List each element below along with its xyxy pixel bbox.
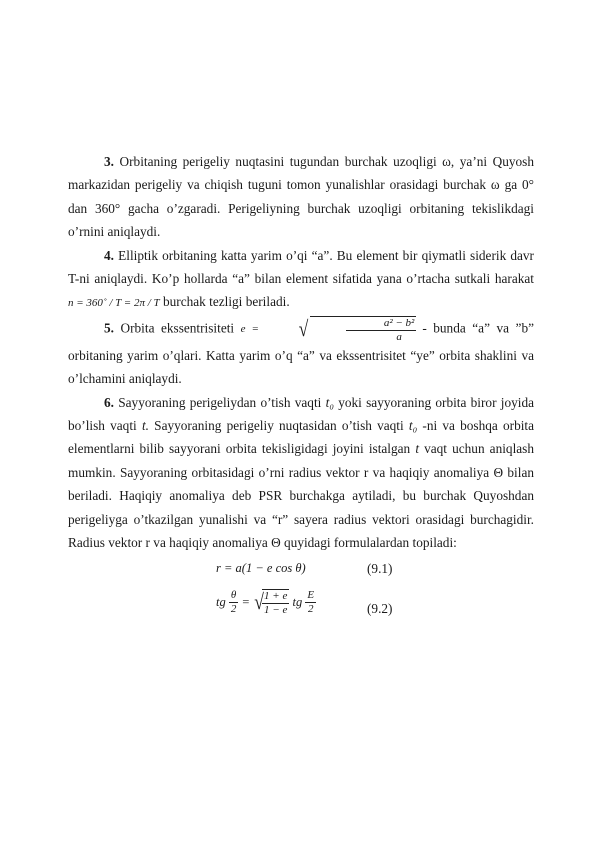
item-number: 6.: [104, 394, 114, 410]
item-number: 5.: [104, 320, 114, 336]
equals-sign: =: [241, 594, 250, 609]
frac-denominator: 2: [230, 603, 237, 615]
paragraph-5: [68, 316, 534, 391]
t-symbol: t: [415, 441, 420, 457]
formula-denominator: a: [396, 330, 402, 343]
paragraph-text: Elliptik orbitaning katta yarim o’qi “a”. Bu element bir qiymatli siderik davr T-ni aniqlaydi. Ko’p hollarda “a” bilan element sifatida yana o’rtacha sutkali harakat: [68, 247, 534, 287]
frac-denominator: 1 − e: [264, 603, 288, 616]
t0-symbol: t₀: [408, 418, 418, 434]
frac-denominator: 2: [307, 603, 314, 615]
mean-motion-formula: n = 360˚ / T = 2π / T: [68, 297, 160, 310]
sqrt-symbol: √ $\frac{\text{a² − b²}}{a}$: [298, 315, 415, 343]
frac-numerator: θ: [229, 589, 239, 603]
equation-expression: [216, 589, 316, 617]
paragraph-text: Sayyoraning perigeliydan o’tish vaqti: [118, 394, 322, 410]
equation-expression: r = a(1 − e cos θ): [216, 560, 306, 575]
paragraph-text: -ni va boshqa orbita elementlarni bilib sayyorani orbita tekisligidagi joyini istalgan: [68, 418, 535, 457]
paragraph-4: [68, 244, 534, 316]
t0-symbol: t₀: [325, 394, 334, 410]
paragraph-text: Orbitaning perigeliy nuqtasini tugundan burchak uzoqligi ω, ya’ni Quyosh markazidan perigeliy va chiqish tuguni tomon yunalishlar orasidagi burchak ω ga 0° dan 360° gacha o’zgaradi. Perigeliyning burchak uzoqligi orbitaning tekislikdagi o’rnini aniqlaydi.: [68, 154, 535, 240]
paragraph-text: vaqt uchun aniqlash mumkin. Sayyoraning orbitasidagi o’rni radius vektor r va haqiqiy anomaliya Θ bilan beriladi. Haqiqiy anomaliya deb PSR burchakga aytiladi, bu burchak Quyoshdan perigeliyga o’tkazilgan yunalishi va “r” sayera radius vektori orasidagi burchagidir. Radius vektor r va haqiqiy anomaliya Θ quyidagi formulalardan topiladi:: [68, 441, 534, 551]
equation-number: (9.2): [367, 600, 393, 616]
paragraph-lead: Orbita ekssentrisiteti: [120, 320, 235, 336]
formula-numerator: a² − b²: [346, 317, 417, 331]
formula-lhs: e =: [240, 323, 259, 336]
paragraph-3: [68, 150, 534, 244]
paragraph-text: yoki sayyoraning orbita biror joyida bo’lish vaqti: [68, 394, 535, 434]
equation-9-2: [68, 589, 534, 633]
tg-right: tg: [292, 594, 303, 609]
e-half-fraction: [305, 589, 316, 616]
frac-numerator: E: [307, 589, 315, 601]
paragraph-text-end: burchak tezligi beriladi.: [163, 294, 290, 310]
equation-9-1: [68, 557, 534, 587]
tg-left: tg: [216, 594, 226, 609]
paragraph-text: - bunda “a” va ”b” orbitaning yarim o’qlari. Katta yarim o’q “a” va ekssentrisitet “ye” orbita shaklini va o’lchamini aniqlaydi.: [68, 320, 535, 387]
paragraph-6: [68, 391, 534, 555]
frac-numerator: 1 + e: [264, 589, 288, 602]
item-number: 3.: [104, 154, 114, 169]
sqrt-symbol: √ $\frac{1 + e}{1 - e}$: [254, 588, 288, 616]
paragraph-text: Sayyoraning perigeliy nuqtasidan o’tish vaqti: [154, 418, 404, 434]
t-symbol: t.: [141, 418, 149, 434]
eccentricity-formula: [240, 315, 423, 343]
equation-number: (9.1): [367, 560, 393, 576]
item-number: 4.: [104, 247, 114, 263]
page-body: [68, 150, 534, 633]
theta-half-fraction: [229, 589, 239, 616]
